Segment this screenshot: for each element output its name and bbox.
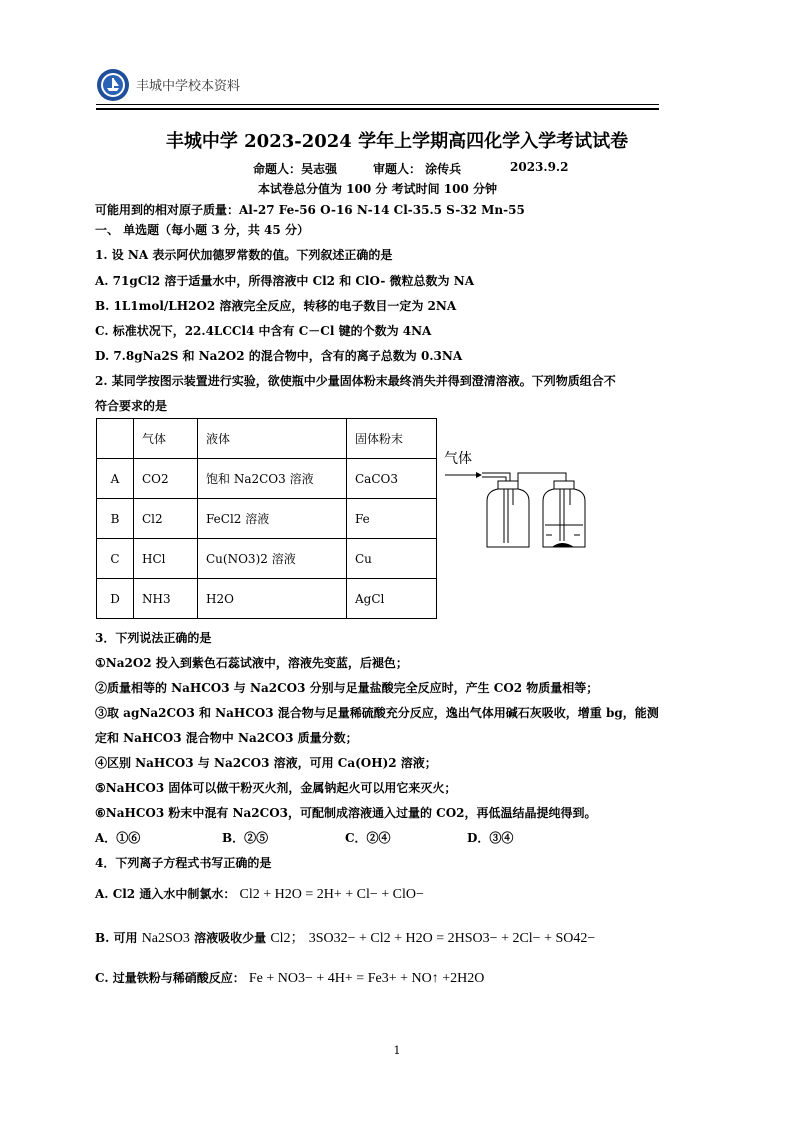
table-row bbox=[97, 579, 437, 619]
table-row bbox=[97, 499, 437, 539]
q2-table bbox=[96, 418, 437, 619]
q4-option-c-label: C. 过量铁粉与稀硝酸反应： bbox=[95, 971, 245, 985]
table-cell: C bbox=[97, 539, 134, 579]
q4-stem: 4．下列离子方程式书写正确的是 bbox=[95, 856, 272, 870]
table-cell: Cu(NO3)2 溶液 bbox=[198, 539, 347, 579]
table-cell: B bbox=[97, 499, 134, 539]
q4-option-b-reagent: Na2SO3 bbox=[141, 931, 190, 946]
q1-option-b: B. 1L1mol/LH2O2 溶液完全反应，转移的电子数目一定为 2NA bbox=[95, 299, 457, 313]
q4-option-a-text: Cl2 通入水中制氯水： bbox=[112, 887, 236, 901]
atomic-masses: 可能用到的相对原子质量：Al-27 Fe-56 O-16 N-14 Cl-35.5 S-32 Mn-55 bbox=[95, 203, 525, 217]
q4-option-b-gas: Cl2； bbox=[270, 931, 305, 946]
q4-option-b-equation: 3SO32− + Cl2 + H2O = 2HSO3− + 2Cl− + SO42− bbox=[308, 931, 596, 946]
page-number: 1 bbox=[393, 1044, 401, 1057]
header-rule bbox=[96, 104, 659, 105]
q3-statement-4: ④区别 NaHCO3 与 Na2CO3 溶液，可用 Ca(OH)2 溶液； bbox=[95, 756, 437, 770]
q3-statement-3-line2: 定和 NaHCO3 混合物中 Na2CO3 质量分数； bbox=[95, 731, 358, 745]
table-cell: CaCO3 bbox=[347, 459, 437, 499]
q1-option-c: C. 标准状况下，22.4LCCl4 中含有 C－Cl 键的个数为 4NA bbox=[95, 324, 432, 338]
q3-option-a: A．①⑥ bbox=[95, 831, 141, 845]
q4-option-c-equation: Fe + NO3− + 4H+ = Fe3+ + NO↑ +2H2O bbox=[248, 971, 485, 986]
q3-statement-2: ②质量相等的 NaHCO3 与 Na2CO3 分别与足量盐酸完全反应时，产生 CO2 物质量相等； bbox=[95, 681, 599, 695]
q3-statement-3-line1: ③取 agNa2CO3 和 NaHCO3 混合物与足量稀硫酸充分反应，逸出气体用碱石灰吸收，增重 bg，能测 bbox=[95, 706, 659, 720]
q3-option-d: D．③④ bbox=[467, 831, 514, 845]
table-cell: AgCl bbox=[347, 579, 437, 619]
diagram-gas-label: 气体 bbox=[444, 451, 472, 467]
author: 命题人：吴志强 bbox=[253, 162, 338, 176]
q4-option-c bbox=[95, 969, 484, 987]
table-row bbox=[97, 459, 437, 499]
table-header-cell: 液体 bbox=[198, 419, 347, 459]
school-logo bbox=[96, 68, 130, 102]
score-time: 本试卷总分值为 100 分 考试时间 100 分钟 bbox=[258, 182, 497, 196]
table-cell: H2O bbox=[198, 579, 347, 619]
reviewer: 审题人： 涂传兵 bbox=[373, 162, 462, 176]
q4-option-a bbox=[95, 885, 424, 903]
table-cell: FeCl2 溶液 bbox=[198, 499, 347, 539]
table-cell: CO2 bbox=[134, 459, 198, 499]
q3-statement-1: ①Na2O2 投入到紫色石蕊试液中，溶液先变蓝，后褪色； bbox=[95, 656, 408, 670]
q3-statement-5: ⑤NaHCO3 固体可以做干粉灭火剂，金属钠起火可以用它来灭火； bbox=[95, 781, 457, 795]
q3-statement-6: ⑥NaHCO3 粉末中混有 Na2CO3，可配制成溶液通入过量的 CO2，再低温结晶提纯得到。 bbox=[95, 806, 597, 820]
table-cell: Cu bbox=[347, 539, 437, 579]
q4-option-b bbox=[95, 927, 595, 947]
table-header-cell bbox=[97, 419, 134, 459]
table-cell: A bbox=[97, 459, 134, 499]
section-heading: 一、 单选题（每小题 3 分，共 45 分） bbox=[95, 223, 309, 237]
q3-option-c: C．②④ bbox=[345, 831, 391, 845]
q3-stem: 3．下列说法正确的是 bbox=[95, 631, 212, 645]
q1-option-d: D. 7.8gNa2S 和 Na2O2 的混合物中，含有的离子总数为 0.3NA bbox=[95, 349, 463, 363]
q3-option-b: B．②⑤ bbox=[222, 831, 269, 845]
table-cell: HCl bbox=[134, 539, 198, 579]
gas-washing-apparatus bbox=[440, 455, 600, 555]
q4-option-a-equation: Cl2 + H2O = 2H+ + Cl− + ClO− bbox=[239, 887, 424, 902]
table-cell: NH3 bbox=[134, 579, 198, 619]
table-row bbox=[97, 539, 437, 579]
q4-option-a-label: A. bbox=[95, 887, 109, 901]
q1-stem: 1. 设 NA 表示阿伏加德罗常数的值。下列叙述正确的是 bbox=[95, 248, 393, 262]
q4-option-b-label: B. 可用 bbox=[95, 931, 138, 945]
q2-stem-line2: 符合要求的是 bbox=[95, 399, 168, 413]
q4-option-b-text: 溶液吸收少量 bbox=[194, 931, 267, 945]
q1-option-a: A. 71gCl2 溶于适量水中，所得溶液中 Cl2 和 ClO- 微粒总数为 NA bbox=[95, 274, 475, 288]
school-label: 丰城中学校本资料 bbox=[136, 79, 241, 94]
table-header-row bbox=[97, 419, 437, 459]
table-cell: Cl2 bbox=[134, 499, 198, 539]
table-cell: Fe bbox=[347, 499, 437, 539]
table-header-cell: 气体 bbox=[134, 419, 198, 459]
exam-title: 丰城中学 2023-2024 学年上学期高四化学入学考试试卷 bbox=[165, 131, 629, 152]
table-header-cell: 固体粉末 bbox=[347, 419, 437, 459]
header-rule-thick bbox=[96, 108, 659, 110]
table-cell: 饱和 Na2CO3 溶液 bbox=[198, 459, 347, 499]
table-cell: D bbox=[97, 579, 134, 619]
q2-stem-line1: 2. 某同学按图示装置进行实验，欲使瓶中少量固体粉末最终消失并得到澄清溶液。下列物质组合不 bbox=[95, 374, 616, 388]
exam-date: 2023.9.2 bbox=[510, 160, 569, 174]
